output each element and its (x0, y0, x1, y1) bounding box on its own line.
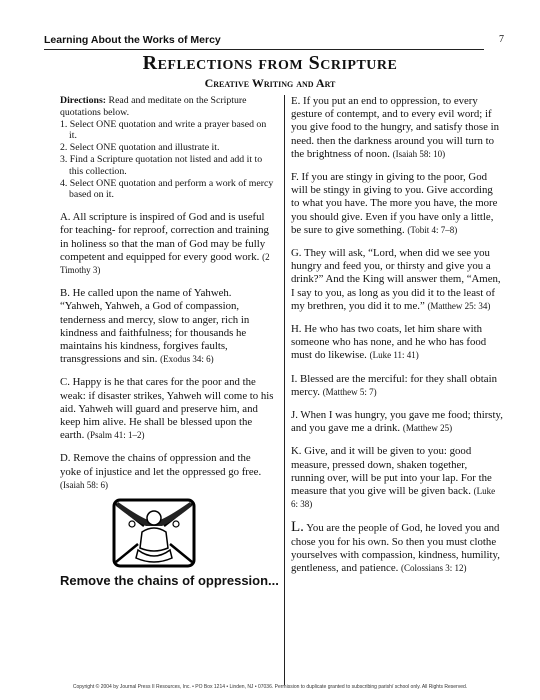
quote-text: F. If you are stingy in giving to the poor, God will be stingy in giving to you. Give according to what you have. The more you have, the more you should give. Even if you have only a little, be sure to give something. (291, 171, 498, 236)
page-title: Reflections from Scripture (142, 52, 398, 74)
quote-j (291, 409, 503, 435)
quote-text: I. Blessed are the merciful: for they shall obtain mercy. (291, 372, 497, 398)
quote-text: C. Happy is he that cares for the poor and the weak: if disaster strikes, Yahweh will come to his aid. Yahweh will guard and preserve him, and keep him alive. He shall be blessed upon the earth. (60, 376, 274, 442)
quote-ref: (Luke 11: 41) (369, 350, 419, 361)
right-column (284, 95, 503, 685)
directions-label: Directions: (60, 95, 107, 106)
quote-text: E. If you put an end to oppression, to every gesture of contempt, and to every evil word; if you give food to the hungry, and satisfy those in need. then the darkness around you will turn to the brightness of noon. (291, 95, 500, 160)
illustration-caption: Remove the chains of oppression... (60, 573, 279, 589)
quote-i (291, 373, 503, 399)
quote-ref: (Psalm 41: 1–2) (86, 430, 145, 441)
quote-text: B. He called upon the name of Yahweh. “Yahweh, Yahweh, a God of compassion, tenderness and mercy, slow to anger, rich in kindness and faithfulness; for thousands he maintains his kindness, forgives faults, transgressions and sin. (60, 287, 250, 366)
quote-e (291, 95, 503, 161)
freed-prisoner-breaking-chains-icon (108, 496, 200, 572)
copyright-notice: Copyright © 2004 by Journal Press II Resources, Inc. • PO Box 1214 • Linden, NJ • 07036. Permission to duplicate granted to subscribing parish/ school only. All Rights Reserved. (72, 684, 468, 690)
page-number: 7 (499, 34, 504, 45)
direction-step: 1. Select ONE quotation and write a prayer based on it. (60, 118, 267, 142)
quote-b (60, 287, 274, 366)
running-head: Learning About the Works of Mercy (44, 34, 484, 50)
quote-f (291, 171, 503, 237)
quote-text: J. When I was hungry, you gave me food; thirsty, and you gave me a drink. (291, 409, 503, 435)
quote-text: K. Give, and it will be given to you: good measure, pressed down, shaken together, running over, will be put into your lap. For the measure that you give will be given back. (291, 445, 492, 498)
quote-text: A. All scripture is inspired of God and is useful for teaching- for reproof, correction and training in holiness so that the man of God may be fully competent and equipped for every good work. (60, 211, 269, 263)
quote-text: D. Remove the chains of oppression and the yoke of injustice and let the oppressed go free. (60, 452, 262, 478)
directions (60, 95, 274, 201)
quote-d (60, 452, 274, 492)
quote-ref: (Matthew 25) (402, 423, 453, 434)
quote-ref: (Isaiah 58: 6) (60, 479, 108, 490)
quote-ref: (Isaiah 58: 10) (392, 148, 446, 159)
quote-text: H. He who has two coats, let him share with someone who has none, and he who has food must do likewise. (291, 323, 487, 362)
quote-ref: (Matthew 25: 34) (427, 300, 491, 311)
direction-step: 2. Select ONE quotation and illustrate it. (60, 142, 220, 154)
direction-step: 3. Find a Scripture quotation not listed and add it to this collection. (60, 153, 263, 177)
quote-c (60, 376, 274, 442)
page-subtitle: Creative Writing and Art (204, 76, 336, 90)
quote-l (291, 521, 503, 575)
quote-ref: (2 Timothy 3) (60, 251, 270, 275)
quote-letter: L. (291, 519, 304, 536)
quote-text: G. They will ask, “Lord, when did we see you hungry and feed you, or thirsty and give you a drink?” And the King will answer them, “Amen, I say to you, as long as you did it to the least of my brethren, you did it to me.” (291, 247, 501, 312)
quote-ref: (Exodus 34: 6) (160, 354, 214, 365)
left-column (60, 95, 279, 589)
quote-text: You are the people of God, he loved you and chose you for his own. So then you must clothe yourselves with compassion, kindness, humility, gentleness, and patience. (291, 522, 500, 575)
directions-intro: Read and meditate on the Scripture quotations below. (60, 95, 247, 118)
quote-ref: (Matthew 5: 7) (322, 386, 377, 397)
quote-k (291, 445, 503, 511)
quote-h (291, 323, 503, 363)
direction-step: 4. Select ONE quotation and perform a work of mercy based on it. (60, 177, 274, 201)
quote-ref: (Luke 6: 38) (291, 486, 496, 510)
quote-ref: (Colossians 3: 12) (401, 563, 467, 574)
quote-a (60, 211, 274, 277)
quote-g (291, 247, 503, 313)
quote-ref: (Tobit 4: 7–8) (407, 224, 458, 235)
